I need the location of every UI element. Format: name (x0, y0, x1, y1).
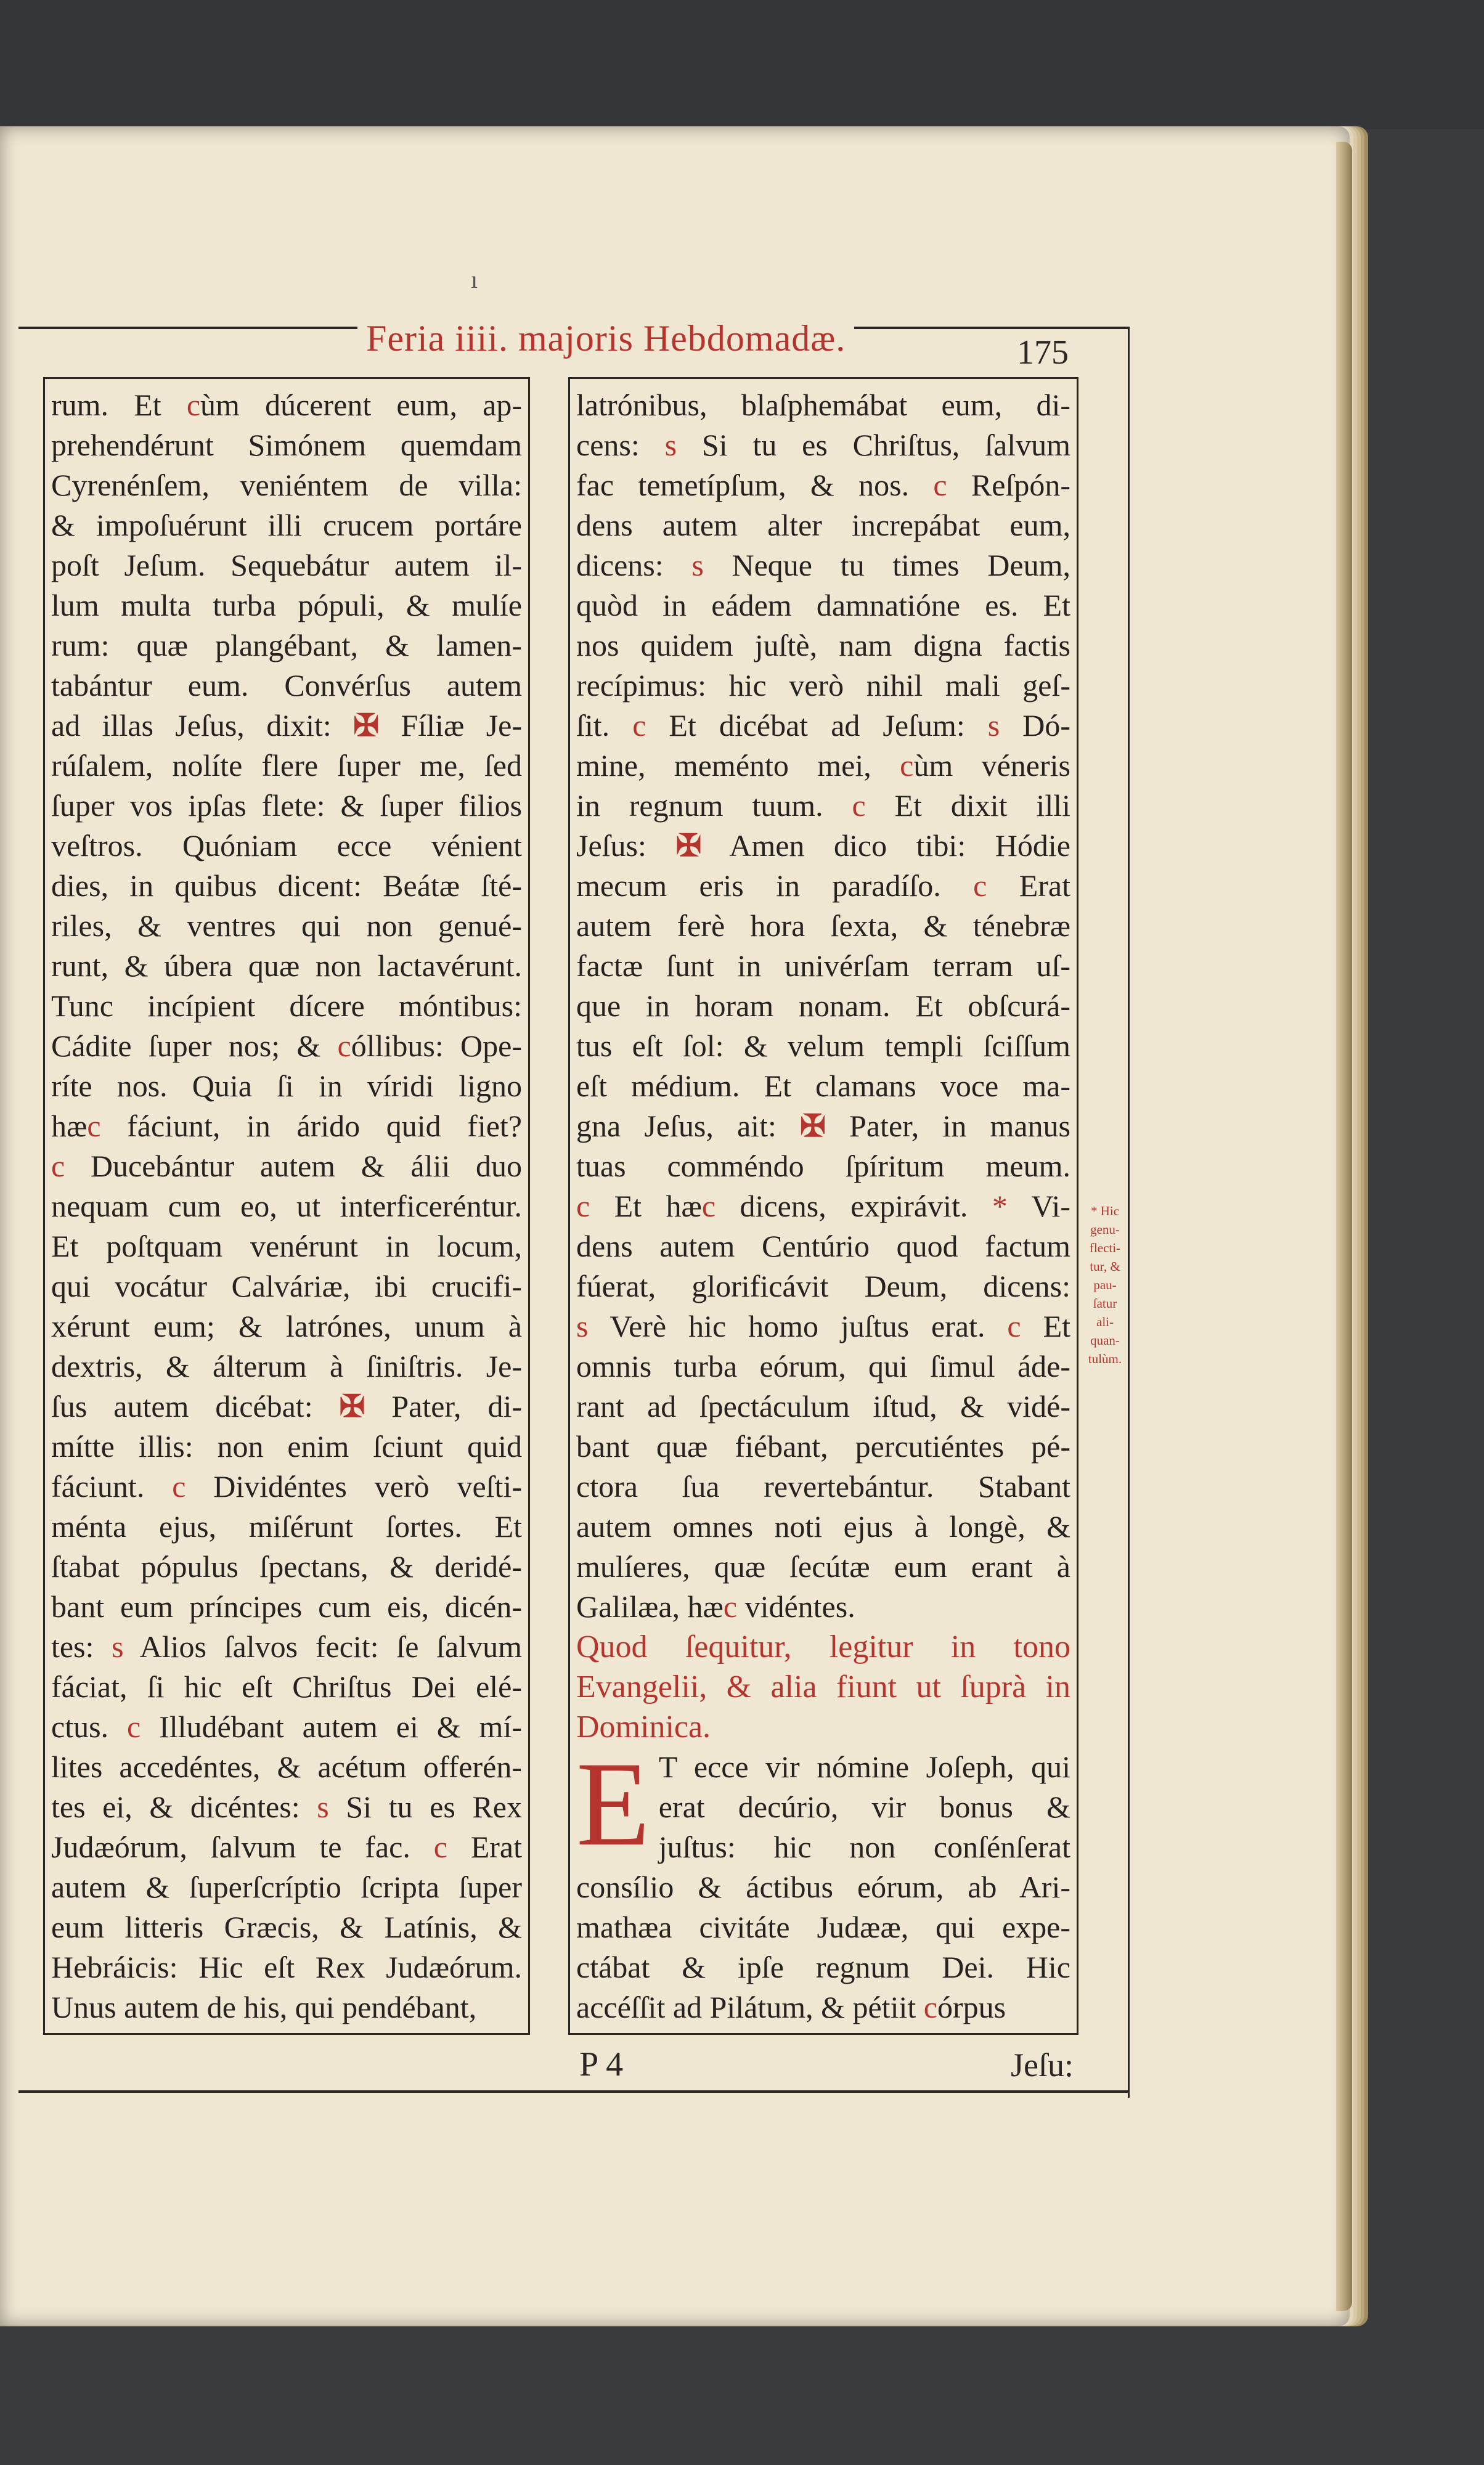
text-line: que in horam nonam. Et obſcurá- (576, 988, 1070, 1023)
text-line: nequam cum eo, ut interficeréntur. (51, 1189, 522, 1223)
text-line: tuas comméndo ſpíritum meum. (576, 1149, 1070, 1183)
text-line: factæ ſunt in univérſam terram uſ- (576, 948, 1070, 983)
text-line: nos quidem juſtè, nam digna factis (576, 628, 1070, 662)
text-line: dextris, & álterum à ſiniſtris. Je- (51, 1349, 522, 1383)
text-line: & impoſuérunt illi crucem portáre (51, 508, 522, 542)
text-line: ctora ſua revertebántur. Stabant (576, 1469, 1070, 1504)
text-line: Dominica. (576, 1709, 711, 1745)
text-line: bant quæ fiébant, percutiéntes pé- (576, 1429, 1070, 1464)
footer-rule (18, 2090, 1128, 2093)
text-line: mulíeres, quæ ſecútæ eum erant à (576, 1549, 1070, 1584)
text-line: rum: quæ plangébant, & lamen- (51, 628, 522, 662)
final-paragraph (576, 1737, 1070, 2027)
text-line: accéſſit ad Pilátum, & pétiit córpus (576, 1990, 1006, 2024)
page-edge (1336, 142, 1352, 2311)
left-column (43, 377, 530, 2035)
text-line: xérunt eum; & latrónes, unum à (51, 1309, 522, 1343)
text-line: ctus. c Illudébant autem ei & mí- (51, 1709, 522, 1744)
text-line: recípimus: hic verò nihil mali geſ- (576, 668, 1070, 703)
text-line: omnis turba eórum, qui ſimul áde- (576, 1349, 1070, 1383)
text-line: eum litteris Græcis, & Latínis, & (51, 1910, 522, 1944)
text-line: mine, meménto mei, cùm véneris (576, 748, 1070, 783)
running-head: Feria iiii. majoris Hebdomadæ. (357, 317, 854, 360)
signature-mark: P 4 (579, 2045, 624, 2084)
text-line: c Et hæc dicens, expirávit. * Vi- (576, 1189, 1070, 1223)
text-line: c Ducebántur autem & álii duo (51, 1149, 522, 1183)
text-line: rúſalem, nolíte flere ſuper me, ſed (51, 748, 522, 783)
text-line: rant ad ſpectáculum iſtud, & vidé- (576, 1389, 1070, 1424)
text-line: autem ferè hora ſexta, & ténebræ (576, 908, 1070, 943)
text-line: dies, in quibus dicent: Beátæ ſté- (51, 868, 522, 903)
text-line: mítte illis: non enim ſciunt quid (51, 1429, 522, 1464)
catchword: Jeſu: (1011, 2047, 1074, 2084)
text-line: mathæa civitáte Judææ, qui expe- (576, 1910, 1070, 1944)
text-line: latrónibus, blaſphemábat eum, di- (576, 388, 1070, 422)
text-line: autem & ſuperſcríptio ſcripta ſuper (51, 1870, 522, 1904)
text-line: Et poſtquam venérunt in locum, (51, 1229, 522, 1263)
text-line: Evangelii, & alia fiunt ut ſuprà in (576, 1669, 1070, 1705)
text-line: fáciunt. c Dividéntes verò veſti- (51, 1469, 522, 1504)
text-line: mecum eris in paradíſo. c Erat (576, 868, 1070, 903)
text-line: eſt médium. Et clamans voce ma- (576, 1069, 1070, 1103)
text-line: ſus autem dicébat: ✠ Pater, di- (51, 1389, 522, 1424)
text-line: in regnum tuum. c Et dixit illi (576, 788, 1070, 823)
text-line: ménta ejus, miſérunt ſortes. Et (51, 1509, 522, 1544)
page-number: 175 (1017, 333, 1069, 372)
text-line: ſit. c Et dicébat ad Jeſum: s Dó- (576, 708, 1070, 743)
text-line: rum. Et cùm dúcerent eum, ap- (51, 388, 522, 422)
text-line: lum multa turba pópuli, & mulíe (51, 588, 522, 622)
text-line: ríte nos. Quia ſi in víridi ligno (51, 1069, 522, 1103)
drop-cap: E (576, 1737, 650, 1871)
text-line: autem omnes noti ejus à longè, & (576, 1509, 1070, 1544)
text-line: veſtros. Quóniam ecce vénient (51, 828, 522, 863)
text-line: hæc fáciunt, in árido quid fiet? (51, 1109, 522, 1143)
final-paragraph-text (576, 1737, 1070, 2027)
text-line: ctábat & ipſe regnum Dei. Hic (576, 1950, 1070, 1984)
text-line: prehendérunt Simónem quemdam (51, 428, 522, 462)
text-line: Tunc incípient dícere móntibus: (51, 988, 522, 1023)
text-line: Hebráicis: Hic eſt Rex Judæórum. (51, 1950, 522, 1984)
text-line: Jeſus: ✠ Amen dico tibi: Hódie (576, 828, 1070, 863)
margin-note: * Hic genu-flecti-tur, & pau-ſatur ali-quan-tulùm. (1088, 1204, 1122, 1366)
text-line: consílio & áctibus eórum, ab Ari- (576, 1870, 1070, 1904)
text-line: tes ei, & dicéntes: s Si tu es Rex (51, 1790, 522, 1824)
text-line: Cádite ſuper nos; & cóllibus: Ope- (51, 1029, 522, 1063)
text-line: cens: s Si tu es Chriſtus, ſalvum (576, 428, 1070, 462)
background-top (0, 0, 1484, 129)
text-line: Cyrenénſem, veniéntem de villa: (51, 468, 522, 502)
text-line: s Verè hic homo juſtus erat. c Et (576, 1309, 1071, 1343)
text-line: tes: s Alios ſalvos fecit: ſe ſalvum (51, 1629, 522, 1664)
stray-mark: ı (471, 266, 478, 293)
text-line: tabántur eum. Convérſus autem (51, 668, 522, 703)
text-line: riles, & ventres qui non genué- (51, 908, 522, 943)
text-line: quòd in eádem damnatióne es. Et (576, 588, 1070, 622)
text-line: erat decúrio, vir bonus & (658, 1790, 1070, 1824)
text-line: tus eſt ſol: & velum templi ſciſſum (576, 1029, 1070, 1063)
text-line: runt, & úbera quæ non lactavérunt. (51, 948, 522, 983)
right-column-text (576, 385, 1070, 1627)
rubric-heading (576, 1627, 1070, 1747)
text-line: fáciat, ſi hic eſt Chriſtus Dei elé- (51, 1669, 522, 1704)
text-line: Judæórum, ſalvum te fac. c Erat (51, 1830, 523, 1864)
text-line: qui vocátur Calváriæ, ibi crucifi- (51, 1269, 522, 1303)
text-line: ſuper vos ipſas flete: & ſuper filios (51, 788, 522, 823)
text-line: Quod ſequitur, legitur in tono (576, 1629, 1070, 1664)
text-line: bant eum príncipes cum eis, dicén- (51, 1589, 522, 1624)
text-line: lites accedéntes, & acétum offerén- (51, 1750, 522, 1784)
text-line: ſtabat pópulus ſpectans, & deridé- (51, 1549, 522, 1584)
text-line: Unus autem de his, qui pendébant, (51, 1990, 477, 2024)
text-line: ad illas Jeſus, dixit: ✠ Fíliæ Je- (51, 708, 522, 743)
text-line: dicens: s Neque tu times Deum, (576, 548, 1070, 582)
text-line: gna Jeſus, ait: ✠ Pater, in manus (576, 1109, 1071, 1143)
text-line: Galilæa, hæc vidéntes. (576, 1589, 855, 1624)
text-line: fac temetípſum, & nos. c Reſpón- (576, 468, 1070, 502)
text-line: dens autem Centúrio quod factum (576, 1229, 1070, 1263)
right-column (568, 377, 1078, 2035)
text-line: T ecce vir nómine Joſeph, qui (658, 1750, 1070, 1784)
text-line: poſt Jeſum. Sequebátur autem il- (51, 548, 522, 582)
text-line: dens autem alter increpábat eum, (576, 508, 1070, 542)
text-line: fúerat, glorificávit Deum, dicens: (576, 1269, 1070, 1303)
text-line: juſtus: hic non conſénſerat (658, 1830, 1070, 1864)
